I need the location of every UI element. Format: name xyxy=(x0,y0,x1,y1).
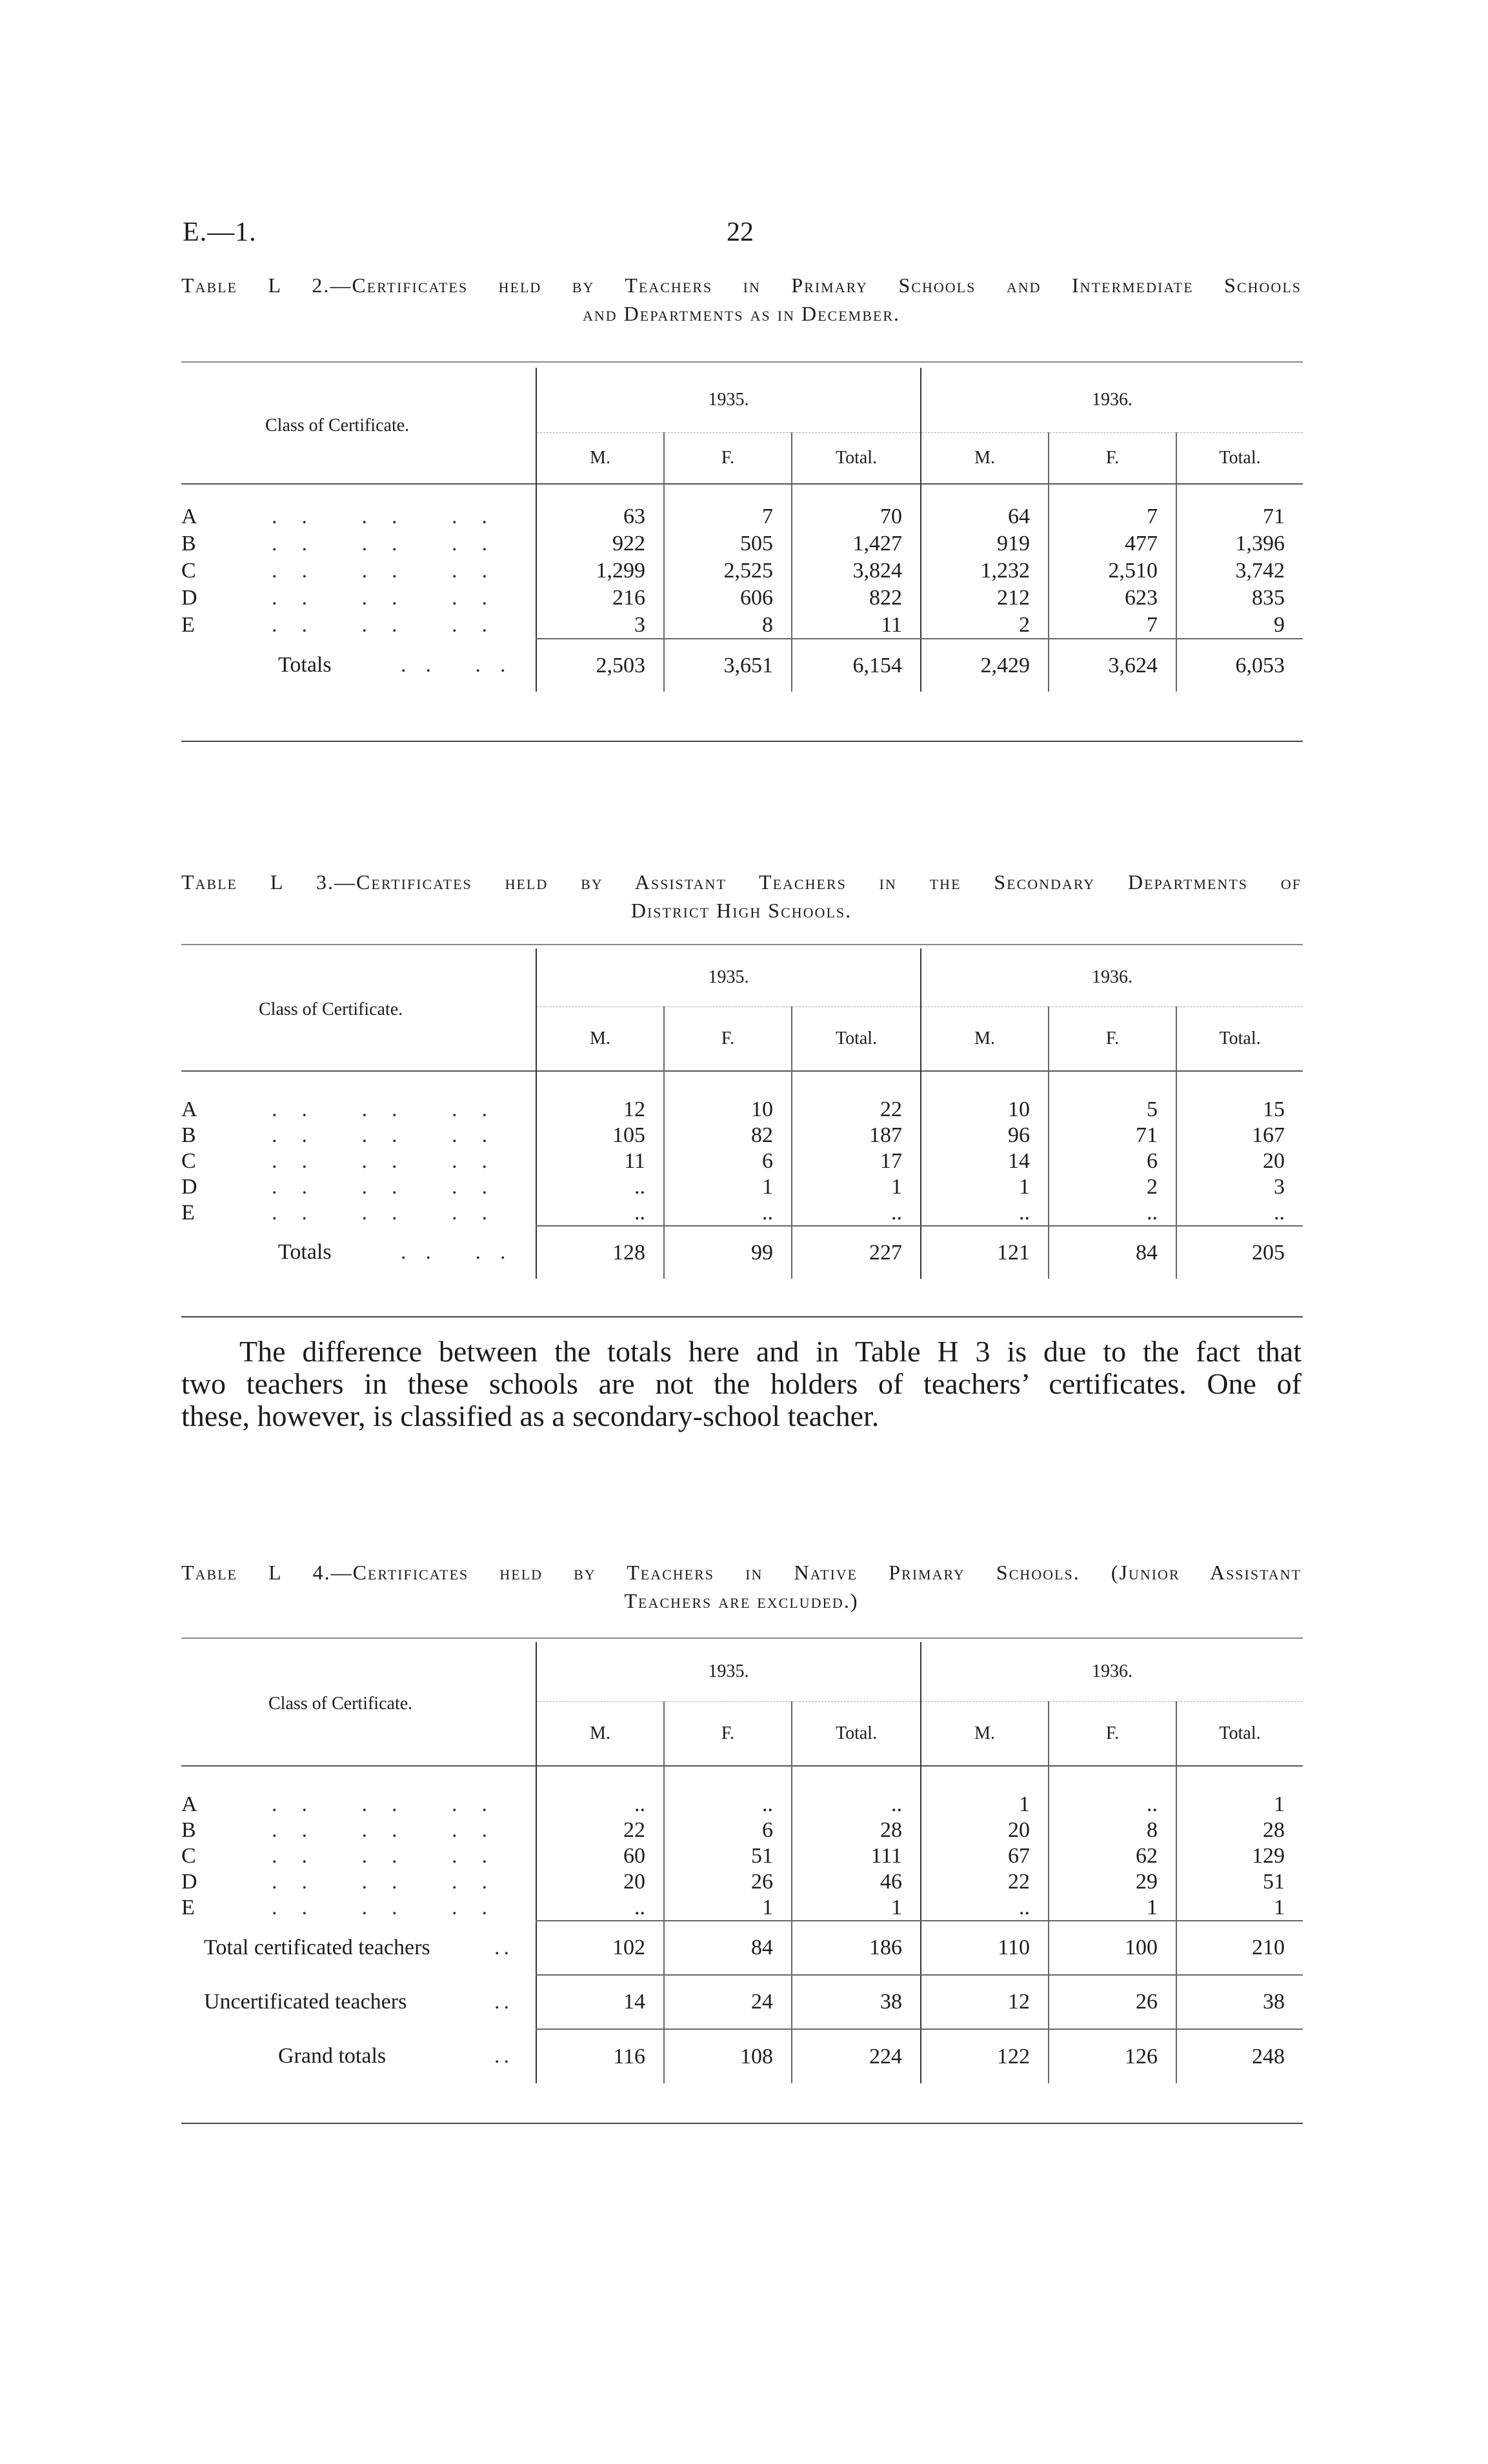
cell: 6,053 xyxy=(1176,639,1303,692)
cell: 186 xyxy=(792,1921,921,1975)
table4-col-f-1935: F. xyxy=(664,1701,792,1766)
cell: 12 xyxy=(921,1975,1049,2029)
cell: 63 xyxy=(536,503,664,530)
table2-row xyxy=(181,503,1303,530)
cell: 2,510 xyxy=(1049,557,1176,585)
table2-year-1936: 1936. xyxy=(921,368,1303,432)
cell: 84 xyxy=(1049,1226,1176,1279)
note-paragraph-line2: two teachers in these schools are not the holders of teachers’ certificates. One of xyxy=(181,1367,1302,1400)
table2-row xyxy=(181,585,1303,612)
cell: 7 xyxy=(1049,503,1176,530)
table2-row xyxy=(181,530,1303,557)
cell: .. xyxy=(664,1792,792,1818)
row-label: C xyxy=(181,1149,196,1173)
table4-col-f-1936: F. xyxy=(1049,1701,1176,1766)
table2-row xyxy=(181,557,1303,585)
cell: 7 xyxy=(1049,612,1176,639)
table4-summary-row xyxy=(181,1975,1303,2029)
table3-row xyxy=(181,1200,1303,1226)
cell: .. xyxy=(536,1895,664,1921)
table4-summary-row xyxy=(181,2029,1303,2083)
table4-caption-line2: Teachers are excluded.) xyxy=(624,1589,859,1612)
table2-top-rule xyxy=(181,361,1303,363)
cell: 46 xyxy=(792,1869,921,1895)
cell: 1,396 xyxy=(1176,530,1303,557)
row-label: A xyxy=(181,1097,197,1121)
table2-class-header: Class of Certificate. xyxy=(265,415,410,436)
table2-totals-row xyxy=(181,639,1303,692)
cell: 8 xyxy=(664,612,792,639)
table3-col-f-1936: F. xyxy=(1049,1007,1176,1071)
cell: .. xyxy=(536,1200,664,1226)
cell: 835 xyxy=(1176,585,1303,612)
cell: 167 xyxy=(1176,1123,1303,1148)
cell: 606 xyxy=(664,585,792,612)
summary-label: Uncertificated teachers xyxy=(204,1990,407,2014)
table2-caption-line1: Table L 2.—Certificates held by Teachers in Primary Schools and Intermediate Schools xyxy=(181,274,1302,297)
dot-leaders: .. .. .. xyxy=(272,586,512,610)
dot-leaders: .. .. .. xyxy=(272,1175,512,1199)
table2-row xyxy=(181,612,1303,639)
table3-row xyxy=(181,1148,1303,1174)
dot-leaders: .. .. .. xyxy=(272,1818,512,1842)
cell: 11 xyxy=(792,612,921,639)
cell: 20 xyxy=(1176,1148,1303,1174)
cell: .. xyxy=(921,1200,1049,1226)
cell: .. xyxy=(664,1200,792,1226)
cell: 129 xyxy=(1176,1843,1303,1869)
cell: 1 xyxy=(921,1174,1049,1200)
table3-col-f-1935: F. xyxy=(664,1007,792,1071)
table4-col-total-1936: Total. xyxy=(1176,1701,1303,1766)
cell: 1,427 xyxy=(792,530,921,557)
row-label: E xyxy=(181,1201,195,1225)
row-label: B xyxy=(181,1818,196,1842)
cell: 6,154 xyxy=(792,639,921,692)
cell: 105 xyxy=(536,1123,664,1148)
table4-top-rule xyxy=(181,1638,1303,1639)
cell: 3,651 xyxy=(664,639,792,692)
dot-leaders: .. .. .. xyxy=(272,1792,512,1816)
dot-leaders: .. xyxy=(494,1990,513,2014)
cell: 10 xyxy=(921,1097,1049,1123)
dot-leaders: .. .. .. xyxy=(272,1097,512,1121)
cell: 128 xyxy=(536,1226,664,1279)
table3-totals-row xyxy=(181,1226,1303,1279)
cell: 10 xyxy=(664,1097,792,1123)
table3-caption-line1: Table L 3.—Certificates held by Assistant Teachers in the Secondary Departments of xyxy=(181,870,1302,894)
table3-class-header: Class of Certificate. xyxy=(259,999,403,1019)
row-label: D xyxy=(181,586,197,610)
table4 xyxy=(181,1642,1303,2083)
row-label: A xyxy=(181,1792,197,1816)
table4-year-1936: 1936. xyxy=(921,1642,1303,1701)
cell: 17 xyxy=(792,1148,921,1174)
cell: 24 xyxy=(664,1975,792,2029)
table4-col-m-1935: M. xyxy=(536,1701,664,1766)
page-reference: E.—1. xyxy=(183,217,257,247)
cell: .. xyxy=(536,1792,664,1818)
table2-col-total-1936: Total. xyxy=(1176,432,1303,484)
cell: 38 xyxy=(1176,1975,1303,2029)
table4-row xyxy=(181,1792,1303,1818)
dot-leaders: .. .. .. xyxy=(272,1201,512,1225)
row-label: A xyxy=(181,505,197,528)
cell: 38 xyxy=(792,1975,921,2029)
cell: 64 xyxy=(921,503,1049,530)
cell: 29 xyxy=(1049,1869,1176,1895)
cell: 1 xyxy=(1049,1895,1176,1921)
cell: 51 xyxy=(664,1843,792,1869)
cell: 224 xyxy=(792,2029,921,2083)
cell: 99 xyxy=(664,1226,792,1279)
table3-row xyxy=(181,1097,1303,1123)
cell: 121 xyxy=(921,1226,1049,1279)
table2-caption-line2: and Departments as in December. xyxy=(582,302,900,325)
cell: 71 xyxy=(1049,1123,1176,1148)
table4-row xyxy=(181,1895,1303,1921)
cell: 822 xyxy=(792,585,921,612)
summary-label: Grand totals xyxy=(278,2044,387,2068)
cell: 1,299 xyxy=(536,557,664,585)
table3-caption xyxy=(181,868,1302,925)
table3-col-m-1936: M. xyxy=(921,1007,1049,1071)
dot-leaders: .. .. .. xyxy=(272,559,512,583)
cell: 922 xyxy=(536,530,664,557)
cell: 108 xyxy=(664,2029,792,2083)
cell: 3,824 xyxy=(792,557,921,585)
cell: 505 xyxy=(664,530,792,557)
dot-leaders: .. .. .. xyxy=(272,1844,512,1868)
cell: 1 xyxy=(792,1895,921,1921)
dot-leaders: .. .. .. xyxy=(272,1870,512,1894)
cell: 28 xyxy=(792,1818,921,1843)
cell: 6 xyxy=(664,1148,792,1174)
totals-label: Totals xyxy=(278,1240,332,1264)
dot-leaders: .. .. .. xyxy=(272,1896,512,1919)
cell: 623 xyxy=(1049,585,1176,612)
cell: 60 xyxy=(536,1843,664,1869)
cell: 2 xyxy=(921,612,1049,639)
cell: 3,742 xyxy=(1176,557,1303,585)
table3-year-1935: 1935. xyxy=(536,948,921,1007)
cell: .. xyxy=(536,1174,664,1200)
table4-caption xyxy=(181,1558,1302,1615)
cell: .. xyxy=(1049,1792,1176,1818)
cell: .. xyxy=(1049,1200,1176,1226)
row-label: C xyxy=(181,1844,196,1868)
cell: 477 xyxy=(1049,530,1176,557)
table2 xyxy=(181,368,1303,692)
dot-leaders: .. .. .. xyxy=(272,1123,512,1147)
cell: 212 xyxy=(921,585,1049,612)
cell: 2,503 xyxy=(536,639,664,692)
totals-label: Totals xyxy=(278,653,332,677)
dot-leaders: .. .. xyxy=(401,653,525,677)
cell: 116 xyxy=(536,2029,664,2083)
cell: 26 xyxy=(1049,1975,1176,2029)
cell: 62 xyxy=(1049,1843,1176,1869)
cell: 20 xyxy=(921,1818,1049,1843)
cell: 71 xyxy=(1176,503,1303,530)
row-label: D xyxy=(181,1175,197,1199)
cell: 67 xyxy=(921,1843,1049,1869)
cell: 22 xyxy=(792,1097,921,1123)
note-paragraph-line1: The difference between the totals here and in Table H 3 is due to the fact that xyxy=(239,1335,1302,1368)
cell: 122 xyxy=(921,2029,1049,2083)
cell: 1 xyxy=(1176,1895,1303,1921)
cell: 205 xyxy=(1176,1226,1303,1279)
cell: 2,429 xyxy=(921,639,1049,692)
table3-row xyxy=(181,1123,1303,1148)
cell: 11 xyxy=(536,1148,664,1174)
cell: 6 xyxy=(1049,1148,1176,1174)
cell: 70 xyxy=(792,503,921,530)
cell: 3,624 xyxy=(1049,639,1176,692)
note-paragraph-line3: these, however, is classified as a secondary-school teacher. xyxy=(181,1399,880,1432)
cell: 12 xyxy=(536,1097,664,1123)
cell: .. xyxy=(792,1200,921,1226)
cell: 111 xyxy=(792,1843,921,1869)
cell: 1,232 xyxy=(921,557,1049,585)
cell: 919 xyxy=(921,530,1049,557)
table2-col-m-1935: M. xyxy=(536,432,664,484)
dot-leaders: .. .. .. xyxy=(272,1149,512,1173)
cell: 51 xyxy=(1176,1869,1303,1895)
cell: 100 xyxy=(1049,1921,1176,1975)
table2-col-f-1936: F. xyxy=(1049,432,1176,484)
table3-year-1936: 1936. xyxy=(921,948,1303,1007)
table3-top-rule xyxy=(181,944,1303,945)
cell: 1 xyxy=(664,1174,792,1200)
cell: 14 xyxy=(921,1148,1049,1174)
table2-col-f-1935: F. xyxy=(664,432,792,484)
table3-col-total-1936: Total. xyxy=(1176,1007,1303,1071)
table4-col-m-1936: M. xyxy=(921,1701,1049,1766)
cell: 22 xyxy=(536,1818,664,1843)
cell: 102 xyxy=(536,1921,664,1975)
table4-bottom-rule xyxy=(181,2123,1303,2124)
dot-leaders: .. xyxy=(494,2044,513,2068)
table3-col-total-1935: Total. xyxy=(792,1007,921,1071)
cell: 3 xyxy=(536,612,664,639)
cell: 1 xyxy=(664,1895,792,1921)
cell: 5 xyxy=(1049,1097,1176,1123)
cell: 22 xyxy=(921,1869,1049,1895)
row-label: B xyxy=(181,1123,196,1147)
cell: 96 xyxy=(921,1123,1049,1148)
row-label: E xyxy=(181,1896,195,1919)
cell: 2,525 xyxy=(664,557,792,585)
dot-leaders: .. .. .. xyxy=(272,532,512,556)
cell: 6 xyxy=(664,1818,792,1843)
cell: 15 xyxy=(1176,1097,1303,1123)
table3-caption-line2: District High Schools. xyxy=(630,899,852,922)
cell: 26 xyxy=(664,1869,792,1895)
cell: 9 xyxy=(1176,612,1303,639)
cell: 110 xyxy=(921,1921,1049,1975)
cell: 1 xyxy=(792,1174,921,1200)
cell: 84 xyxy=(664,1921,792,1975)
table4-row xyxy=(181,1818,1303,1843)
summary-label: Total certificated teachers xyxy=(204,1936,430,1959)
table4-summary-row xyxy=(181,1921,1303,1975)
table4-col-total-1935: Total. xyxy=(792,1701,921,1766)
dot-leaders: .. .. xyxy=(401,1240,525,1264)
table3-row xyxy=(181,1174,1303,1200)
cell: 126 xyxy=(1049,2029,1176,2083)
table3-col-m-1935: M. xyxy=(536,1007,664,1071)
cell: 187 xyxy=(792,1123,921,1148)
table3-bottom-rule xyxy=(181,1316,1303,1317)
table2-col-m-1936: M. xyxy=(921,432,1049,484)
dot-leaders: .. xyxy=(494,1936,513,1959)
table3 xyxy=(181,948,1303,1279)
cell: 210 xyxy=(1176,1921,1303,1975)
cell: 82 xyxy=(664,1123,792,1148)
cell: 1 xyxy=(921,1792,1049,1818)
cell: 7 xyxy=(664,503,792,530)
cell: 3 xyxy=(1176,1174,1303,1200)
table2-bottom-rule xyxy=(181,741,1303,742)
table4-caption-line1: Table L 4.—Certificates held by Teachers in Native Primary Schools. (Junior Assistant xyxy=(181,1561,1302,1584)
table4-row xyxy=(181,1843,1303,1869)
table4-class-header: Class of Certificate. xyxy=(268,1693,413,1714)
table4-year-1935: 1935. xyxy=(536,1642,921,1701)
cell: .. xyxy=(792,1792,921,1818)
page-number: 22 xyxy=(727,217,754,247)
table2-year-1935: 1935. xyxy=(536,368,921,432)
cell: 1 xyxy=(1176,1792,1303,1818)
cell: 216 xyxy=(536,585,664,612)
row-label: B xyxy=(181,532,196,556)
cell: 8 xyxy=(1049,1818,1176,1843)
cell: 248 xyxy=(1176,2029,1303,2083)
cell: 14 xyxy=(536,1975,664,2029)
cell: .. xyxy=(1176,1200,1303,1226)
cell: 20 xyxy=(536,1869,664,1895)
table4-row xyxy=(181,1869,1303,1895)
table2-col-total-1935: Total. xyxy=(792,432,921,484)
dot-leaders: .. .. .. xyxy=(272,613,512,637)
cell: 28 xyxy=(1176,1818,1303,1843)
cell: 227 xyxy=(792,1226,921,1279)
row-label: E xyxy=(181,613,195,637)
table2-caption xyxy=(181,271,1302,328)
row-label: C xyxy=(181,559,196,583)
row-label: D xyxy=(181,1870,197,1894)
cell: 2 xyxy=(1049,1174,1176,1200)
dot-leaders: .. .. .. xyxy=(272,505,512,528)
cell: .. xyxy=(921,1895,1049,1921)
